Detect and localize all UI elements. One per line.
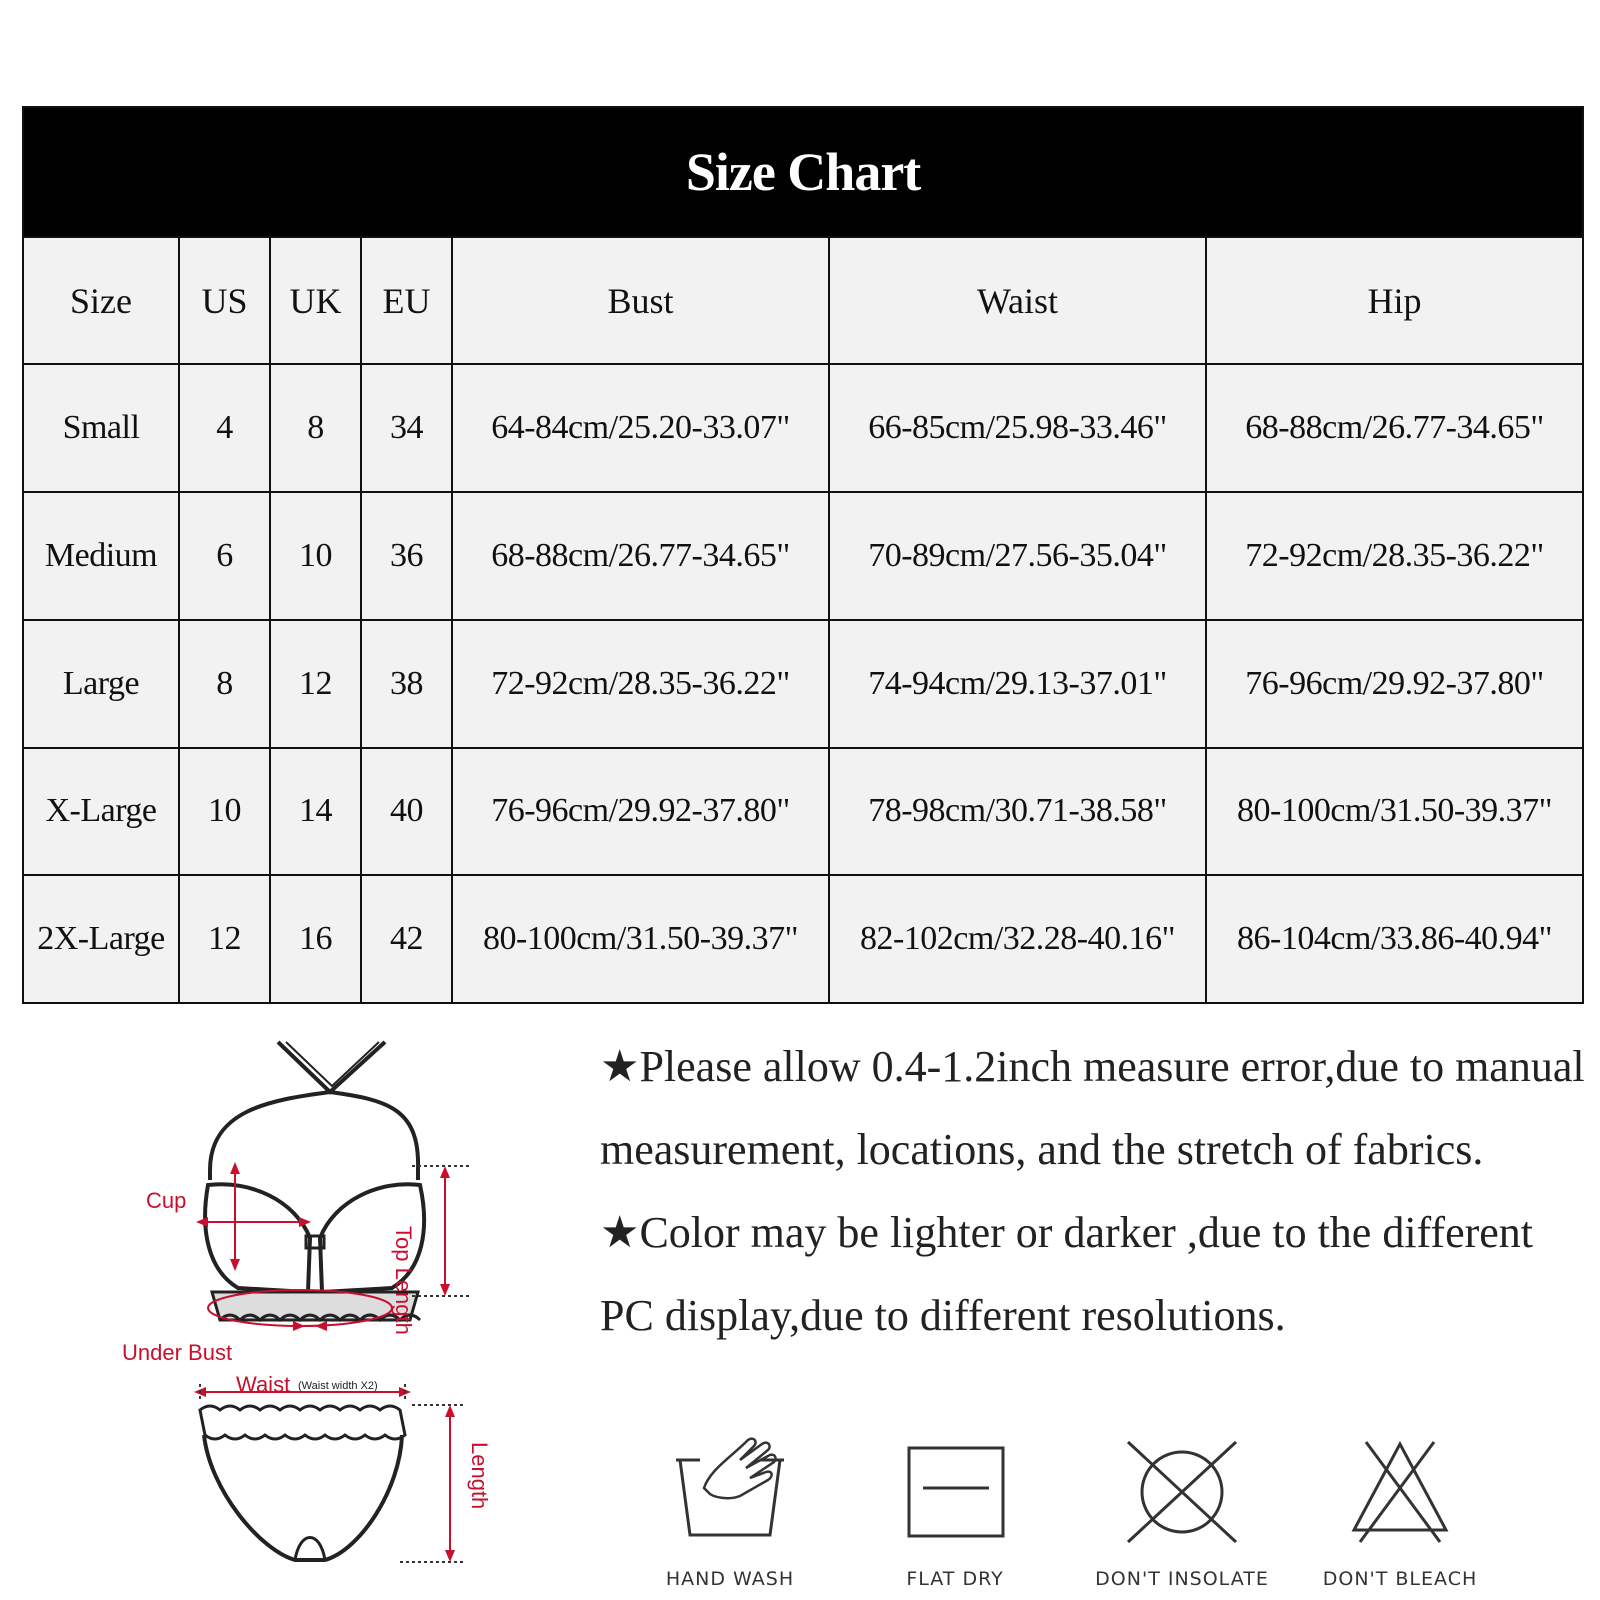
care-label: DON'T BLEACH bbox=[1322, 1568, 1478, 1590]
column-header-us: US bbox=[179, 237, 270, 365]
size-cell: Large bbox=[23, 620, 179, 748]
waist-note-label: (Waist width X2) bbox=[298, 1380, 378, 1392]
size-table bbox=[22, 106, 1584, 1004]
waist-cell: 82-102cm/32.28-40.16" bbox=[829, 875, 1206, 1003]
hand-wash-icon bbox=[670, 1430, 790, 1555]
care-dont-bleach bbox=[1300, 1430, 1500, 1600]
hip-cell: 72-92cm/28.35-36.22" bbox=[1206, 492, 1583, 620]
column-header-eu: EU bbox=[361, 237, 452, 365]
table-row bbox=[23, 620, 1583, 748]
dont-bleach-icon bbox=[1340, 1430, 1460, 1555]
uk-cell: 12 bbox=[270, 620, 361, 748]
size-cell: X-Large bbox=[23, 748, 179, 876]
eu-cell: 42 bbox=[361, 875, 452, 1003]
dont-insolate-icon bbox=[1122, 1430, 1242, 1555]
bust-cell: 72-92cm/28.35-36.22" bbox=[452, 620, 829, 748]
eu-cell: 40 bbox=[361, 748, 452, 876]
measurement-notes bbox=[600, 1025, 1590, 1357]
column-header-hip: Hip bbox=[1206, 237, 1583, 365]
uk-cell: 8 bbox=[270, 364, 361, 492]
waist-cell: 78-98cm/30.71-38.58" bbox=[829, 748, 1206, 876]
us-cell: 10 bbox=[179, 748, 270, 876]
table-row bbox=[23, 875, 1583, 1003]
care-dont-insolate bbox=[1082, 1430, 1282, 1600]
waist-label: Waist bbox=[236, 1372, 291, 1397]
table-row bbox=[23, 492, 1583, 620]
hip-cell: 76-96cm/29.92-37.80" bbox=[1206, 620, 1583, 748]
column-header-bust: Bust bbox=[452, 237, 829, 365]
hip-cell: 86-104cm/33.86-40.94" bbox=[1206, 875, 1583, 1003]
size-cell: Small bbox=[23, 364, 179, 492]
care-label: HAND WASH bbox=[665, 1568, 795, 1590]
hip-cell: 80-100cm/31.50-39.37" bbox=[1206, 748, 1583, 876]
uk-cell: 10 bbox=[270, 492, 361, 620]
us-cell: 6 bbox=[179, 492, 270, 620]
size-cell: Medium bbox=[23, 492, 179, 620]
table-title: Size Chart bbox=[23, 107, 1583, 237]
column-header-uk: UK bbox=[270, 237, 361, 365]
eu-cell: 38 bbox=[361, 620, 452, 748]
bust-cell: 80-100cm/31.50-39.37" bbox=[452, 875, 829, 1003]
care-label: DON'T INSOLATE bbox=[1095, 1568, 1269, 1590]
care-label: FLAT DRY bbox=[906, 1568, 1004, 1590]
uk-cell: 16 bbox=[270, 875, 361, 1003]
header-row bbox=[23, 237, 1583, 365]
note-color: ★Color may be lighter or darker ,due to the different PC display,due to different resolutions. bbox=[600, 1208, 1534, 1340]
waist-cell: 70-89cm/27.56-35.04" bbox=[829, 492, 1206, 620]
table-row bbox=[23, 748, 1583, 876]
column-header-size: Size bbox=[23, 237, 179, 365]
under-bust-label: Under Bust bbox=[122, 1340, 233, 1365]
care-hand-wash bbox=[630, 1430, 830, 1600]
column-header-waist: Waist bbox=[829, 237, 1206, 365]
waist-cell: 66-85cm/25.98-33.46" bbox=[829, 364, 1206, 492]
us-cell: 12 bbox=[179, 875, 270, 1003]
top-length-label: Top Length bbox=[391, 1226, 416, 1335]
note-measure-error: ★Please allow 0.4-1.2inch measure error,due to manual measurement, locations, and the stretch of fabrics. bbox=[600, 1042, 1585, 1174]
table-row bbox=[23, 364, 1583, 492]
size-cell: 2X-Large bbox=[23, 875, 179, 1003]
measurement-diagram bbox=[100, 1030, 540, 1590]
uk-cell: 14 bbox=[270, 748, 361, 876]
eu-cell: 34 bbox=[361, 364, 452, 492]
cup-label: Cup bbox=[146, 1188, 187, 1213]
hip-cell: 68-88cm/26.77-34.65" bbox=[1206, 364, 1583, 492]
bust-cell: 68-88cm/26.77-34.65" bbox=[452, 492, 829, 620]
us-cell: 8 bbox=[179, 620, 270, 748]
waist-cell: 74-94cm/29.13-37.01" bbox=[829, 620, 1206, 748]
flat-dry-icon bbox=[895, 1430, 1015, 1555]
bust-cell: 64-84cm/25.20-33.07" bbox=[452, 364, 829, 492]
us-cell: 4 bbox=[179, 364, 270, 492]
care-flat-dry bbox=[855, 1430, 1055, 1600]
bust-cell: 76-96cm/29.92-37.80" bbox=[452, 748, 829, 876]
length-label: Length bbox=[467, 1442, 492, 1510]
eu-cell: 36 bbox=[361, 492, 452, 620]
